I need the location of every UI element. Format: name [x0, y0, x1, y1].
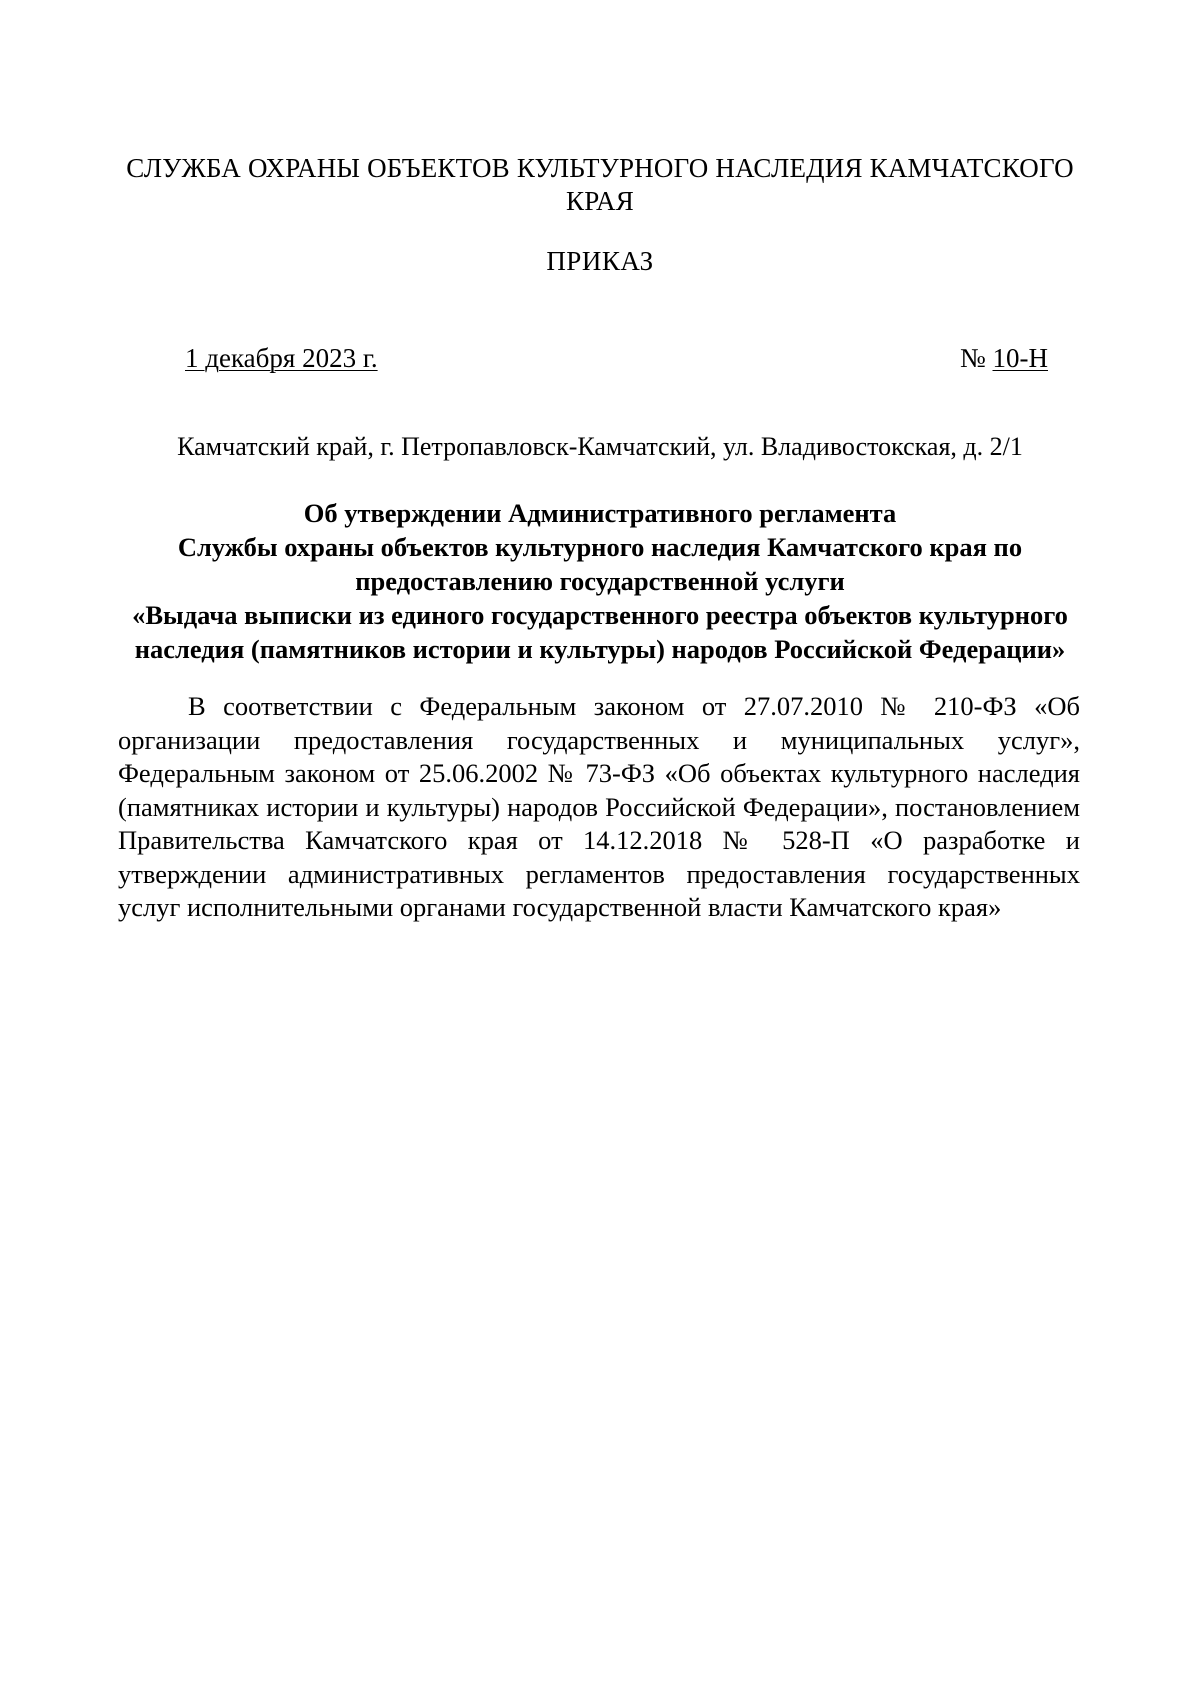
subject-line: «Выдача выписки из единого государственного реестра объектов культурного — [132, 600, 1068, 630]
document-type: ПРИКАЗ — [546, 246, 654, 276]
subject-line: предоставлению государственной услуги — [355, 566, 845, 596]
subject-line: Об утверждении Административного регламента — [303, 498, 897, 528]
document-date: 1 декабря 2023 г. — [185, 343, 378, 373]
subject-line: наследия (памятников истории и культуры) народов Российской Федерации» — [134, 634, 1066, 664]
subject-line: Службы охраны объектов культурного наследия Камчатского края по — [177, 532, 1023, 562]
document-place: Камчатский край, г. Петропавловск-Камчатский, ул. Владивостокская, д. 2/1 — [177, 432, 1023, 461]
number-prefix: № — [959, 343, 993, 373]
document-number — [960, 342, 1048, 375]
body-paragraph: В соответствии с Федеральным законом от 27.07.2010 № 210-ФЗ «Об организации предоставления государственных и муниципальных услуг», Федеральным законом от 25.06.2002 № 73-ФЗ «Об объектах культурного наследия (памятниках истории и культуры) народов Российской Федерации», постановлением Правительства Камчатского края от 14.12.2018 № 528-П «О разработке и утверждении административных регламентов предоставления государственных услуг исполнительными органами государственной власти Камчатского края» — [118, 691, 1080, 922]
number-value: 10-Н — [992, 343, 1048, 373]
document-subject — [110, 496, 1090, 666]
organization-title: СЛУЖБА ОХРАНЫ ОБЪЕКТОВ КУЛЬТУРНОГО НАСЛЕДИЯ КАМЧАТСКОГО КРАЯ — [126, 153, 1074, 216]
